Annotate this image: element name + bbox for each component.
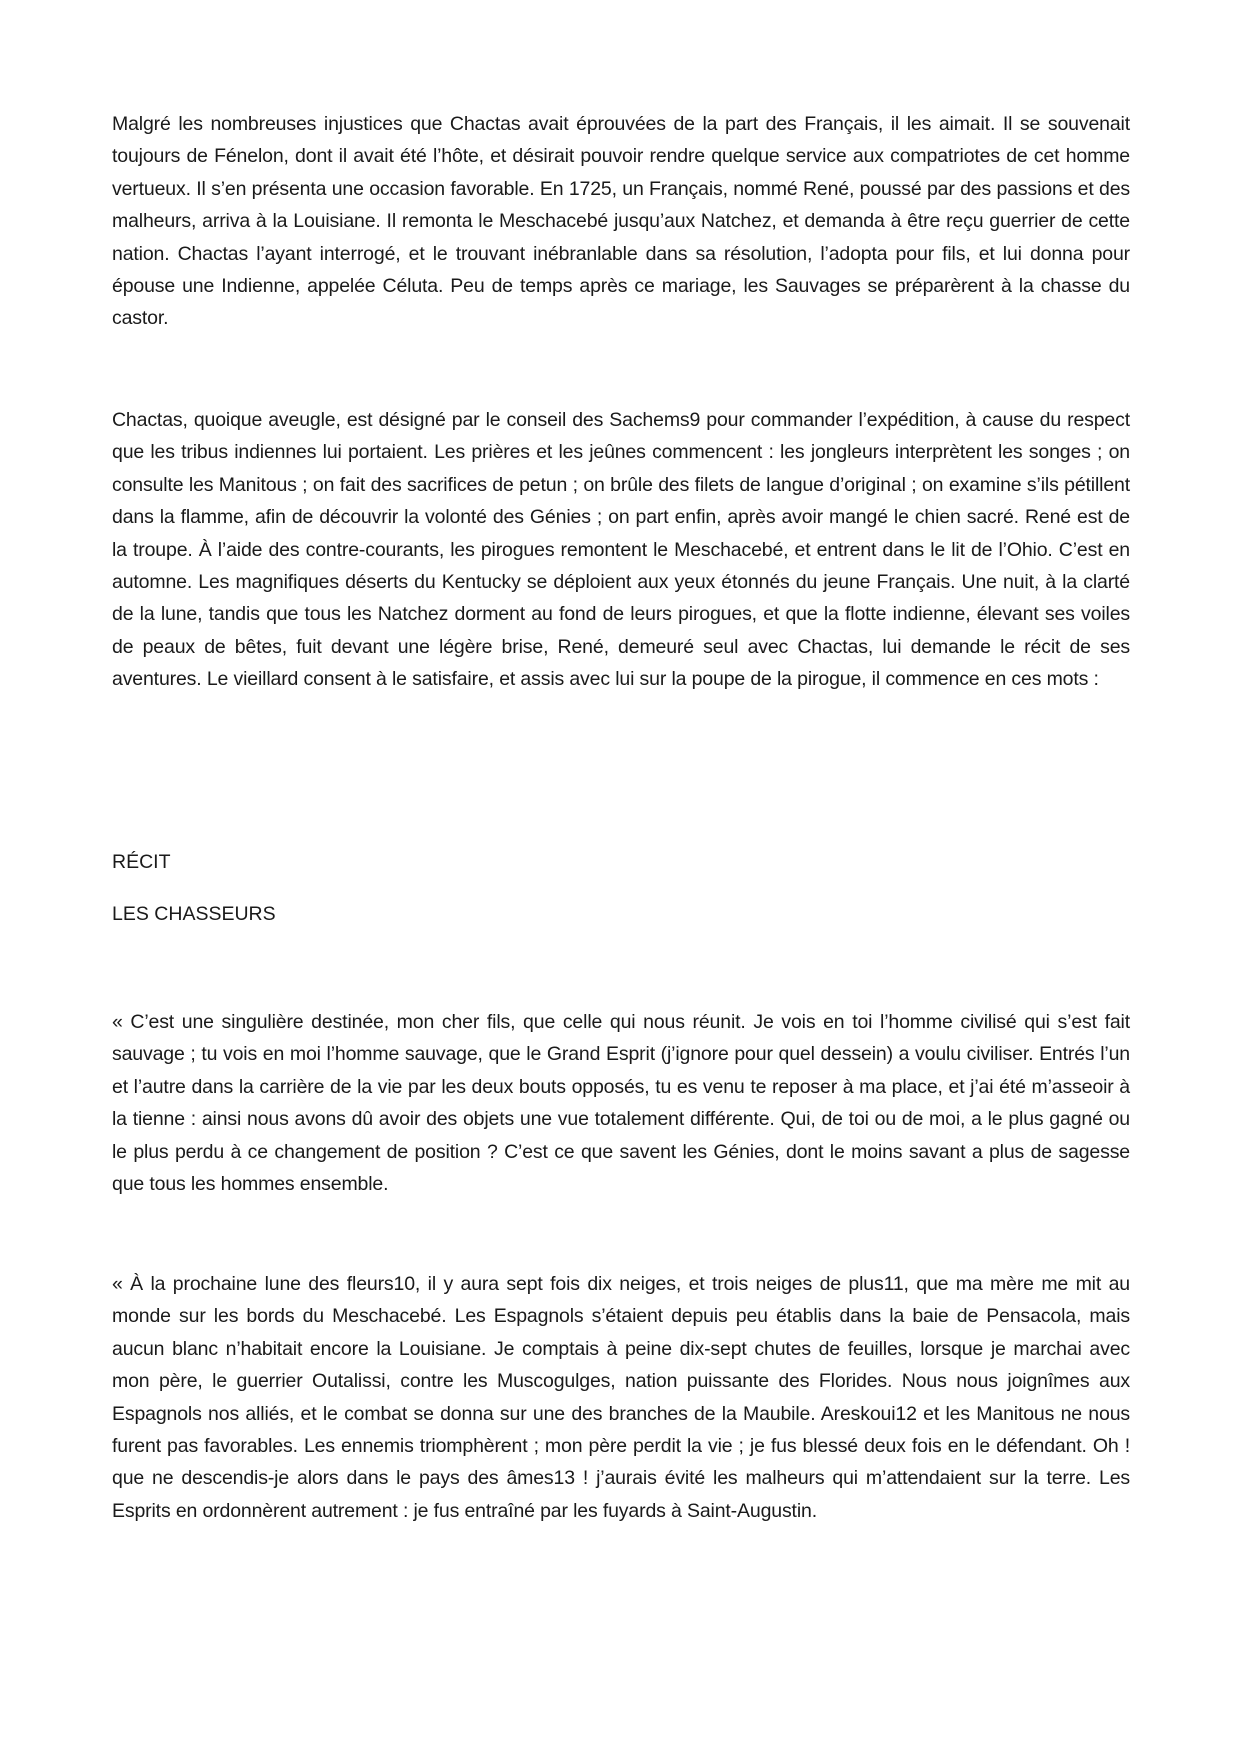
paragraph-destiny: « C’est une singulière destinée, mon cher fils, que celle qui nous réunit. Je vois en toi l’homme civilisé qui s’est fait sauvage ; tu vois en moi l’homme sauvage, que le Grand Esprit (j’ignore pour quel dessein) a voulu civiliser. Entrés l’un et l’autre dans la carrière de la vie par les deux bouts opposés, tu es venu te reposer à ma place, et j’ai été m’asseoir à la tienne : ainsi nous avons dû avoir des objets une vue totalement différente. Qui, de toi ou de moi, a le plus gagné ou le plus perdu à ce changement de position ? C’est ce que savent les Génies, dont le moins savant a plus de sagesse que tous les hommes ensemble.	[112, 1011, 1130, 1196]
paragraph-expedition: Chactas, quoique aveugle, est désigné par le conseil des Sachems9 pour commander l’expédition, à cause du respect que les tribus indiennes lui portaient. Les prières et les jeûnes commencent : les jongleurs interprètent les songes ; on consulte les Manitous ; on fait des sacrifices de petun ; on brûle des filets de langue d’original ; on examine s’ils pétillent dans la flamme, afin de découvrir la volonté des Génies ; on part enfin, après avoir mangé le chien sacré. René est de la troupe. À l’aide des contre-courants, les pirogues remontent le Meschacebé, et entrent dans le lit de l’Ohio. C’est en automne. Les magnifiques déserts du Kentucky se déploient aux yeux étonnés du jeune Français. Une nuit, à la clarté de la lune, tandis que tous les Natchez dorment au fond de leurs pirogues, et que la flotte indienne, élevant ses voiles de peaux de bêtes, fuit devant une légère brise, René, demeuré seul avec Chactas, lui demande le récit de ses aventures. Le vieillard consent à le satisfaire, et assis avec lui sur la poupe de la pirogue, il commence en ces mots :	[112, 409, 1130, 691]
section-subtitle: LES CHASSEURS	[112, 903, 276, 925]
section-title: RÉCIT	[112, 851, 171, 873]
paragraph-intro: Malgré les nombreuses injustices que Chactas avait éprouvées de la part des Français, il les aimait. Il se souvenait toujours de Fénelon, dont il avait été l’hôte, et désirait pouvoir rendre quelque service aux compatriotes de cet homme vertueux. Il s’en présenta une occasion favorable. En 1725, un Français, nommé René, poussé par des passions et des malheurs, arriva à la Louisiane. Il remonta le Meschacebé jusqu’aux Natchez, et demanda à être reçu guerrier de cette nation. Chactas l’ayant interrogé, et le trouvant inébranlable dans sa résolution, l’adopta pour fils, et lui donna pour épouse une Indienne, appelée Céluta. Peu de temps après ce mariage, les Sauvages se préparèrent à la chasse du castor.	[112, 113, 1130, 330]
paragraph-birth: « À la prochaine lune des fleurs10, il y aura sept fois dix neiges, et trois neiges de plus11, que ma mère me mit au monde sur les bords du Meschacebé. Les Espagnols s’étaient depuis peu établis dans la baie de Pensacola, mais aucun blanc n’habitait encore la Louisiane. Je comptais à peine dix-sept chutes de feuilles, lorsque je marchai avec mon père, le guerrier Outalissi, contre les Muscogulges, nation puissante des Florides. Nous nous joignîmes aux Espagnols nos alliés, et le combat se donna sur une des branches de la Maubile. Areskoui12 et les Manitous ne nous furent pas favorables. Les ennemis triomphèrent ; mon père perdit la vie ; je fus blessé deux fois en le défendant. Oh ! que ne descendis-je alors dans le pays des âmes13 ! j’aurais évité les malheurs qui m’attendaient sur la terre. Les Esprits en ordonnèrent autrement : je fus entraîné par les fuyards à Saint-Augustin.	[112, 1273, 1130, 1522]
